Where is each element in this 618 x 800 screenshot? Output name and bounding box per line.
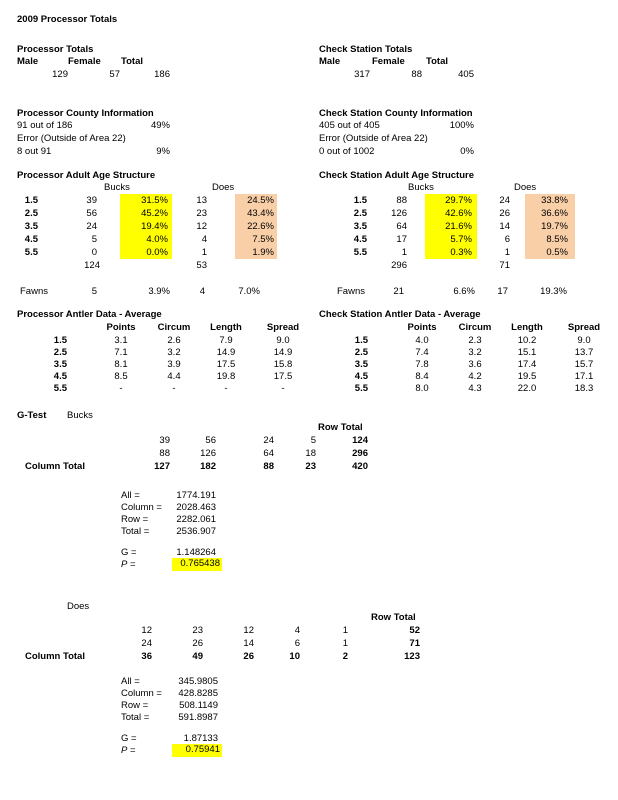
p-equals: = <box>127 745 136 756</box>
bucks-count: 17 <box>396 234 407 245</box>
antler-header-points: Points <box>407 322 437 333</box>
antler-points: 8.4 <box>415 371 429 382</box>
antler-length: 17.5 <box>216 359 236 370</box>
antler-length: 7.9 <box>219 335 233 346</box>
table-cell: 14 <box>243 638 254 649</box>
processor-bucks-label: Bucks <box>104 182 130 193</box>
county-line-1-pct: 49% <box>150 120 170 131</box>
county-line-3-pct: 0% <box>460 146 474 157</box>
bucks-percent: 4.0% <box>146 234 168 245</box>
county-line-1: 91 out of 186 <box>17 120 73 131</box>
bucks-count: 1 <box>401 247 407 258</box>
gtest-heading: G-Test <box>17 410 47 421</box>
antler-points: 4.0 <box>415 335 429 346</box>
antler-points: 7.8 <box>415 359 429 370</box>
bucks-percent: 21.6% <box>445 221 472 232</box>
processor-fawns-bucks-pct: 3.9% <box>148 286 170 297</box>
column-total: 36 <box>141 651 152 662</box>
totals-header-female: Female <box>372 56 405 67</box>
stat-value: 2028.463 <box>176 502 216 513</box>
grand-total: 123 <box>404 651 420 662</box>
age-class: 4.5 <box>354 371 368 382</box>
bucks-percent: 42.6% <box>445 208 472 219</box>
age-class: 3.5 <box>354 359 368 370</box>
bucks-count: 56 <box>86 208 97 219</box>
antler-points: 3.1 <box>114 335 128 346</box>
age-class: 5.5 <box>354 383 368 394</box>
stat-label: All = <box>121 676 140 687</box>
antler-length: - <box>224 383 228 394</box>
antler-points: 8.1 <box>114 359 128 370</box>
antler-points: 7.1 <box>114 347 128 358</box>
antler-points: 8.5 <box>114 371 128 382</box>
p-value-label <box>121 745 136 756</box>
table-cell: 24 <box>263 435 274 446</box>
antler-header-circum: Circum <box>157 322 191 333</box>
p-equals: = <box>127 559 136 570</box>
bucks-percent: 31.5% <box>141 195 168 206</box>
stat-label: Column = <box>121 688 162 699</box>
table-cell: 64 <box>263 448 274 459</box>
gtest-does-subheading: Does <box>67 601 90 612</box>
totals-value-total: 405 <box>458 69 474 80</box>
antler-spread: 17.5 <box>273 371 293 382</box>
table-cell: 23 <box>192 625 203 636</box>
totals-header-total: Total <box>426 56 448 67</box>
antler-circum: 4.4 <box>167 371 181 382</box>
g-statistic-value: 1.87133 <box>183 733 218 744</box>
stat-value: 508.1149 <box>179 700 218 711</box>
totals-header-female: Female <box>68 56 101 67</box>
antler-circum: 2.6 <box>167 335 181 346</box>
column-total: 88 <box>263 461 274 472</box>
age-class: 4.5 <box>24 234 38 245</box>
age-class: 3.5 <box>53 359 67 370</box>
totals-header-total: Total <box>121 56 143 67</box>
age-class: 5.5 <box>24 247 38 258</box>
gtest-bucks-subheading: Bucks <box>67 410 93 421</box>
check-fawns-bucks-pct: 6.6% <box>453 286 475 297</box>
p-value: 0.765438 <box>172 558 222 571</box>
column-total-label: Column Total <box>25 651 85 662</box>
column-total: 2 <box>342 651 348 662</box>
does-count: 1 <box>201 247 207 258</box>
county-line-1: 405 out of 405 <box>319 120 380 131</box>
does-count: 4 <box>201 234 207 245</box>
does-count: 6 <box>504 234 510 245</box>
does-percent: 19.7% <box>541 221 568 232</box>
does-percent: 24.5% <box>247 195 274 206</box>
processor-bucks-total: 124 <box>84 260 100 271</box>
does-percent: 33.8% <box>541 195 568 206</box>
antler-length: 14.9 <box>216 347 236 358</box>
row-total: 124 <box>352 435 368 446</box>
stat-label: Row = <box>121 700 149 711</box>
antler-circum: 3.6 <box>468 359 482 370</box>
table-cell: 12 <box>141 625 152 636</box>
antler-circum: - <box>172 383 176 394</box>
p-value: 0.75941 <box>172 744 222 757</box>
check-fawns-does-pct: 19.3% <box>540 286 567 297</box>
stat-label: Total = <box>121 712 150 723</box>
county-line-3-pct: 9% <box>156 146 170 157</box>
totals-header-male: Male <box>319 56 341 67</box>
row-total-label: Row Total <box>371 612 416 623</box>
does-count: 23 <box>196 208 207 219</box>
antler-header-spread: Spread <box>266 322 300 333</box>
check-does-label: Does <box>514 182 537 193</box>
age-class: 1.5 <box>53 335 67 346</box>
does-percent: 7.5% <box>252 234 274 245</box>
check-fawns-bucks: 21 <box>393 286 404 297</box>
table-cell: 39 <box>159 435 170 446</box>
county-line-3: 8 out 91 <box>17 146 52 157</box>
check-bucks-total: 296 <box>391 260 407 271</box>
antler-header-length: Length <box>210 322 242 333</box>
antler-points: 7.4 <box>415 347 429 358</box>
does-count: 24 <box>499 195 510 206</box>
table-cell: 4 <box>294 625 300 636</box>
bucks-percent: 19.4% <box>141 221 168 232</box>
does-count: 26 <box>499 208 510 219</box>
p-symbol: P <box>121 559 128 570</box>
age-class: 2.5 <box>353 208 367 219</box>
antler-length: 19.5 <box>517 371 537 382</box>
totals-value-male: 129 <box>52 69 68 80</box>
table-cell: 6 <box>294 638 300 649</box>
page-title: 2009 Processor Totals <box>17 14 118 25</box>
row-total: 52 <box>409 625 420 636</box>
age-class: 4.5 <box>353 234 367 245</box>
antler-spread: - <box>281 383 285 394</box>
antler-points: - <box>119 383 123 394</box>
check-antler-heading: Check Station Antler Data - Average <box>319 309 481 320</box>
column-total: 23 <box>305 461 316 472</box>
age-class: 3.5 <box>353 221 367 232</box>
totals-header-male: Male <box>17 56 39 67</box>
table-cell: 24 <box>141 638 152 649</box>
processor-totals-heading: Processor Totals <box>17 44 94 55</box>
does-count: 12 <box>196 221 207 232</box>
processor-county-heading: Processor County Information <box>17 108 154 119</box>
stat-label: Total = <box>121 526 150 537</box>
antler-spread: 15.8 <box>273 359 293 370</box>
bucks-percent: 5.7% <box>450 234 472 245</box>
g-statistic-label: G = <box>121 733 137 744</box>
age-class: 4.5 <box>53 371 67 382</box>
row-total: 71 <box>409 638 420 649</box>
p-value-label <box>121 559 136 570</box>
does-percent: 43.4% <box>247 208 274 219</box>
check-age-heading: Check Station Adult Age Structure <box>319 170 475 181</box>
column-total: 49 <box>192 651 203 662</box>
stat-label: Row = <box>121 514 149 525</box>
table-cell: 1 <box>342 638 348 649</box>
stat-value: 345.9805 <box>178 676 218 687</box>
county-line-1-pct: 100% <box>449 120 474 131</box>
bucks-count: 0 <box>91 247 97 258</box>
stat-value: 591.8987 <box>178 712 218 723</box>
bucks-count: 88 <box>396 195 407 206</box>
antler-length: 22.0 <box>517 383 537 394</box>
age-class: 1.5 <box>354 335 368 346</box>
table-cell: 56 <box>205 435 216 446</box>
age-class: 5.5 <box>53 383 67 394</box>
table-cell: 18 <box>305 448 316 459</box>
bucks-count: 24 <box>86 221 97 232</box>
antler-length: 19.8 <box>216 371 236 382</box>
check-totals-heading: Check Station Totals <box>319 44 413 55</box>
column-total: 182 <box>200 461 216 472</box>
antler-circum: 3.2 <box>468 347 482 358</box>
stat-value: 1774.191 <box>176 490 216 501</box>
processor-antler-heading: Processor Antler Data - Average <box>17 309 162 320</box>
antler-header-length: Length <box>511 322 543 333</box>
antler-header-spread: Spread <box>567 322 601 333</box>
row-total: 296 <box>352 448 368 459</box>
check-county-heading: Check Station County Information <box>319 108 473 119</box>
stat-label: All = <box>121 490 140 501</box>
antler-spread: 14.9 <box>273 347 293 358</box>
processor-fawns-does-pct: 7.0% <box>238 286 260 297</box>
table-cell: 88 <box>159 448 170 459</box>
check-fawns-does: 17 <box>497 286 508 297</box>
antler-length: 15.1 <box>517 347 537 358</box>
stat-label: Column = <box>121 502 162 513</box>
age-class: 1.5 <box>353 195 367 206</box>
g-statistic-label: G = <box>121 547 137 558</box>
antler-length: 10.2 <box>517 335 537 346</box>
column-total: 26 <box>243 651 254 662</box>
table-cell: 1 <box>342 625 348 636</box>
processor-fawns-label: Fawns <box>20 286 48 297</box>
bucks-percent: 0.0% <box>146 247 168 258</box>
antler-spread: 9.0 <box>577 335 591 346</box>
bucks-count: 39 <box>86 195 97 206</box>
does-percent: 8.5% <box>546 234 568 245</box>
does-percent: 36.6% <box>541 208 568 219</box>
check-does-total: 71 <box>499 260 510 271</box>
age-class: 2.5 <box>24 208 38 219</box>
p-symbol: P <box>121 745 128 756</box>
antler-circum: 4.3 <box>468 383 482 394</box>
bucks-count: 5 <box>91 234 97 245</box>
bucks-count: 126 <box>391 208 407 219</box>
does-count: 13 <box>196 195 207 206</box>
county-line-2: Error (Outside of Area 22) <box>17 133 126 144</box>
totals-value-female: 88 <box>411 69 422 80</box>
table-cell: 5 <box>310 435 316 446</box>
antler-circum: 3.9 <box>167 359 181 370</box>
antler-spread: 9.0 <box>276 335 290 346</box>
processor-fawns-does: 4 <box>199 286 205 297</box>
stat-value: 2536.907 <box>176 526 216 537</box>
table-cell: 26 <box>192 638 203 649</box>
stat-value: 2282.061 <box>176 514 216 525</box>
antler-spread: 18.3 <box>574 383 594 394</box>
totals-value-male: 317 <box>354 69 370 80</box>
bucks-percent: 0.3% <box>450 247 472 258</box>
does-count: 1 <box>504 247 510 258</box>
check-bucks-label: Bucks <box>408 182 434 193</box>
table-cell: 126 <box>200 448 216 459</box>
antler-points: 8.0 <box>415 383 429 394</box>
column-total: 127 <box>154 461 170 472</box>
antler-circum: 2.3 <box>468 335 482 346</box>
antler-circum: 4.2 <box>468 371 482 382</box>
totals-value-female: 57 <box>109 69 120 80</box>
county-line-3: 0 out of 1002 <box>319 146 375 157</box>
bucks-percent: 45.2% <box>141 208 168 219</box>
age-class: 3.5 <box>24 221 38 232</box>
g-statistic-value: 1.148264 <box>176 547 216 558</box>
antler-header-circum: Circum <box>458 322 492 333</box>
totals-value-total: 186 <box>154 69 170 80</box>
check-fawns-label: Fawns <box>337 286 365 297</box>
age-class: 2.5 <box>53 347 67 358</box>
processor-does-label: Does <box>212 182 235 193</box>
antler-spread: 15.7 <box>574 359 594 370</box>
age-class: 1.5 <box>24 195 38 206</box>
stat-value: 428.8285 <box>178 688 218 699</box>
antler-circum: 3.2 <box>167 347 181 358</box>
does-percent: 1.9% <box>252 247 274 258</box>
table-cell: 12 <box>243 625 254 636</box>
does-count: 14 <box>499 221 510 232</box>
age-class: 5.5 <box>353 247 367 258</box>
column-total: 10 <box>289 651 300 662</box>
processor-does-total: 53 <box>196 260 207 271</box>
antler-length: 17.4 <box>517 359 537 370</box>
does-percent: 22.6% <box>247 221 274 232</box>
bucks-percent: 29.7% <box>445 195 472 206</box>
age-class: 2.5 <box>354 347 368 358</box>
grand-total: 420 <box>352 461 368 472</box>
processor-fawns-bucks: 5 <box>91 286 97 297</box>
antler-spread: 17.1 <box>574 371 594 382</box>
county-line-2: Error (Outside of Area 22) <box>319 133 428 144</box>
does-percent: 0.5% <box>546 247 568 258</box>
antler-header-points: Points <box>106 322 136 333</box>
bucks-count: 64 <box>396 221 407 232</box>
column-total-label: Column Total <box>25 461 85 472</box>
processor-age-heading: Processor Adult Age Structure <box>17 170 156 181</box>
row-total-label: Row Total <box>318 422 363 433</box>
antler-spread: 13.7 <box>574 347 594 358</box>
